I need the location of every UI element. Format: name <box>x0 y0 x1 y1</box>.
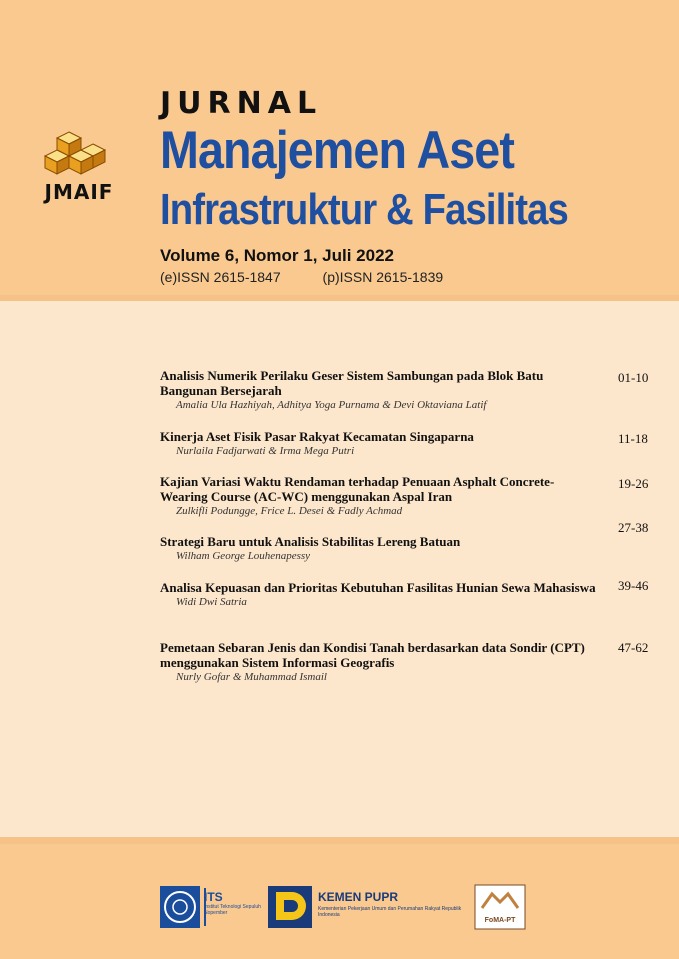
pissn: (p)ISSN 2615-1839 <box>322 269 444 285</box>
article-title: Pemetaan Sebaran Jenis dan Kondisi Tanah berdasarkan data Sondir (CPT) menggunakan Sistem Informasi Geografis <box>160 640 585 670</box>
its-subtitle: Institut Teknologi Sepuluh Nopember <box>204 904 261 916</box>
article-authors: Amalia Ula Hazhiyah, Adhitya Yoga Purnama & Devi Oktaviana Latif <box>176 399 487 411</box>
toc-entry[interactable] <box>160 640 600 684</box>
header-divider <box>0 295 679 301</box>
volume-info: Volume 6, Nomor 1, Juli 2022 <box>160 246 394 265</box>
logo-wordmark: JMAIF <box>44 180 114 204</box>
eissn: (e)ISSN 2615-1847 <box>160 269 281 285</box>
article-pages: 19-26 <box>618 476 649 491</box>
toc-entry[interactable] <box>160 368 600 412</box>
pupr-title: KEMEN PUPR <box>318 890 399 904</box>
article-title: Kinerja Aset Fisik Pasar Rakyat Kecamatan Singaparna <box>160 429 474 444</box>
article-title: Analisis Numerik Perilaku Geser Sistem Sambungan pada Blok Batu Bangunan Bersejarah <box>160 368 544 398</box>
article-title: Kajian Variasi Waktu Rendaman terhadap Penuaan Asphalt Concrete-Wearing Course (AC-WC) menggunakan Aspal Iran <box>160 474 555 504</box>
article-authors: Widi Dwi Satria <box>176 596 247 608</box>
article-pages: 47-62 <box>618 640 649 655</box>
journal-label: JURNAL <box>160 86 323 121</box>
toc-entry[interactable] <box>160 580 600 609</box>
toc-entry[interactable] <box>160 474 600 518</box>
article-authors: Nurly Gofar & Muhammad Ismail <box>176 671 327 683</box>
article-pages: 39-46 <box>618 578 649 593</box>
article-pages: 27-38 <box>618 520 649 535</box>
foma-label: FoMA-PT <box>484 917 516 924</box>
article-authors: Zulkifli Podungge, Frice L. Desei & Fadly Achmad <box>176 505 403 517</box>
toc-entry[interactable] <box>160 534 600 563</box>
its-name: ITS <box>204 890 223 904</box>
journal-title-line1: Manajemen Aset <box>160 121 515 180</box>
article-title: Strategi Baru untuk Analisis Stabilitas Lereng Batuan <box>160 534 461 549</box>
footer-divider <box>0 837 679 844</box>
article-authors: Nurlaila Fadjarwati & Irma Mega Putri <box>176 445 355 457</box>
pupr-subtitle: Kementerian Pekerjaan Umum dan Perumahan Rakyat Republik Indonesia <box>318 906 462 918</box>
article-pages: 11-18 <box>618 431 648 446</box>
article-pages: 01-10 <box>618 370 649 385</box>
article-authors: Wilham George Louhenapessy <box>176 550 311 562</box>
journal-title-line2: Infrastruktur & Fasilitas <box>160 185 568 234</box>
article-title: Analisa Kepuasan dan Prioritas Kebutuhan Fasilitas Hunian Sewa Mahasiswa <box>160 580 596 595</box>
issn-line <box>160 269 443 285</box>
toc-entry[interactable] <box>160 429 600 458</box>
